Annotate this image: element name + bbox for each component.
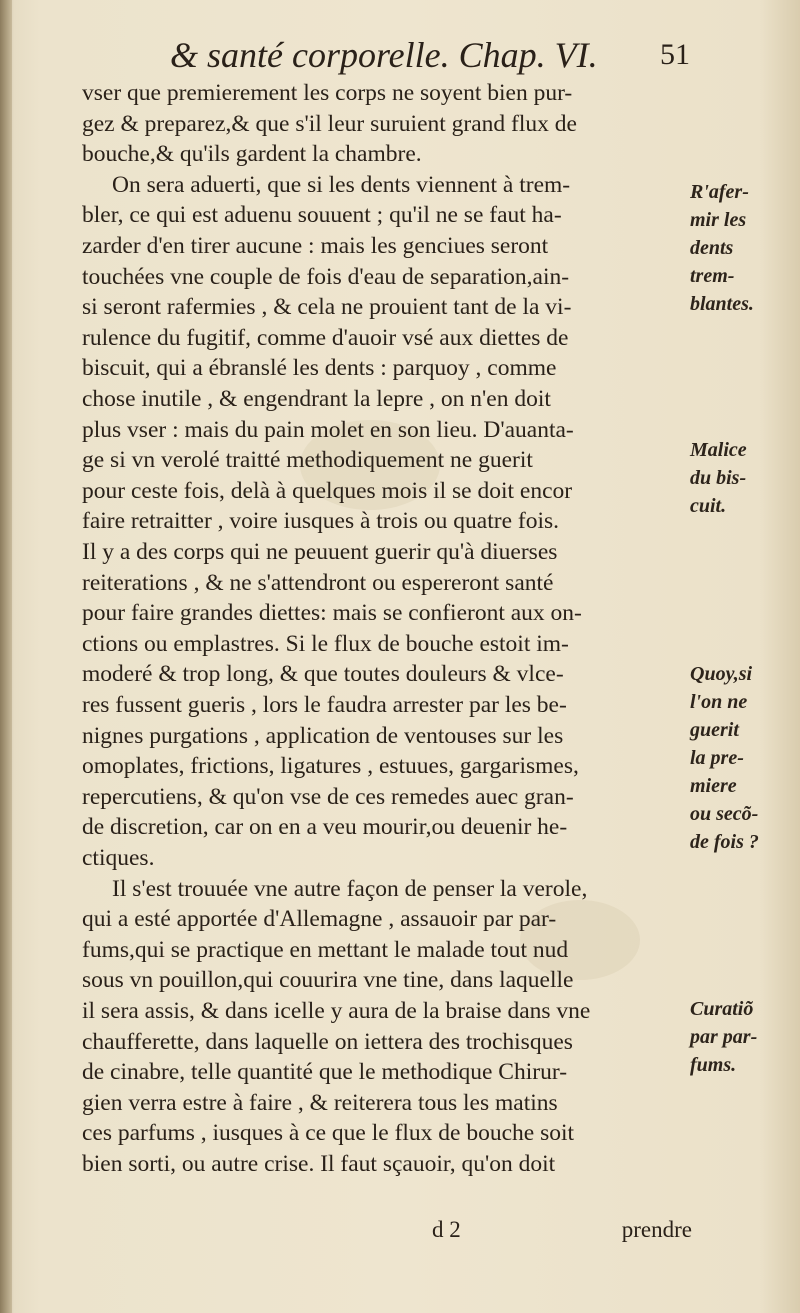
margin-note-line: mir les bbox=[690, 209, 747, 231]
text-line: vser que premierement les corps ne soyent bien pur- bbox=[82, 80, 573, 106]
margin-note-line: R'afer- bbox=[690, 181, 749, 203]
margin-note-line: Quoy,si bbox=[690, 663, 753, 685]
text-line: faire retraitter , voire iusques à trois ou quatre fois. bbox=[82, 508, 560, 535]
text-line: ces parfums , iusques à ce que le flux de bouche soit bbox=[82, 1120, 575, 1147]
catchword: prendre bbox=[621, 1217, 692, 1242]
margin-note-line: par par- bbox=[690, 1026, 758, 1048]
margin-note-line: la pre- bbox=[690, 747, 744, 769]
text-line: chaufferette, dans laquelle on iettera des trochisques bbox=[82, 1028, 573, 1055]
margin-note bbox=[690, 995, 795, 1079]
margin-note-line: du bis- bbox=[690, 467, 747, 489]
text-line: pour ceste fois, delà à quelques mois il se doit encor bbox=[82, 477, 573, 504]
text-line: gez & preparez,& que s'il leur suruient grand flux de bbox=[82, 110, 577, 137]
text-line: de cinabre, telle quantité que le methodique Chirur- bbox=[82, 1059, 568, 1086]
text-line: On sera aduerti, que si les dents viennent à trem- bbox=[112, 171, 571, 198]
text-line: nignes purgations , application de ventouses sur les bbox=[82, 722, 564, 749]
text-line: pour faire grandes diettes: mais se confieront aux on- bbox=[82, 600, 582, 627]
margin-note-line: Curatiõ bbox=[690, 998, 754, 1020]
margin-note bbox=[690, 178, 795, 318]
text-line: omoplates, frictions, ligatures , estuues, gargarismes, bbox=[82, 753, 579, 780]
margin-note bbox=[690, 436, 795, 520]
margin-note-line: guerit bbox=[690, 719, 739, 741]
margin-note-line: Malice bbox=[690, 439, 747, 461]
text-line: bler, ce qui est aduenu souuent ; qu'il ne se faut ha- bbox=[82, 202, 562, 229]
running-header bbox=[170, 30, 690, 80]
text-line: plus vser : mais du pain molet en son lieu. D'auanta- bbox=[82, 416, 574, 443]
margin-note-line: ou secõ- bbox=[690, 803, 759, 825]
text-line: si seront rafermies , & cela ne prouient tant de la vi- bbox=[82, 294, 572, 321]
text-line: bien sorti, ou autre crise. Il faut sçauoir, qu'on doit bbox=[82, 1151, 556, 1177]
text-line: bouche,& qu'ils gardent la chambre. bbox=[82, 141, 422, 168]
margin-note-line: trem- bbox=[690, 265, 735, 287]
page-number: 51 bbox=[660, 38, 690, 71]
text-line: zarder d'en tirer aucune : mais les genciues seront bbox=[82, 233, 549, 259]
text-line: il sera assis, & dans icelle y aura de la braise dans vne bbox=[82, 998, 591, 1024]
margin-note-line: de fois ? bbox=[690, 831, 759, 853]
margin-note-line: miere bbox=[690, 775, 737, 797]
margin-note-line: fums. bbox=[690, 1054, 737, 1076]
signature-mark: d 2 bbox=[432, 1217, 461, 1242]
text-line: Il y a des corps qui ne peuuent guerir qu'à diuerses bbox=[82, 539, 558, 565]
margin-note-line: blantes. bbox=[690, 293, 754, 315]
text-line: sous vn pouillon,qui couurira vne tine, dans laquelle bbox=[82, 967, 574, 994]
text-line: res fussent gueris , lors le faudra arrester par les be- bbox=[82, 692, 567, 718]
page-binding-edge bbox=[0, 0, 12, 1313]
page-footer bbox=[82, 1215, 692, 1245]
text-line: fums,qui se practique en mettant le malade tout nud bbox=[82, 936, 569, 963]
text-line: repercutiens, & qu'on vse de ces remedes auec gran- bbox=[82, 783, 574, 810]
margin-note bbox=[690, 660, 795, 856]
running-title: & santé corporelle. Chap. VI. bbox=[170, 35, 598, 75]
text-line: ctiques. bbox=[82, 845, 155, 871]
text-line: ctions ou emplastres. Si le flux de bouche estoit im- bbox=[82, 630, 569, 657]
text-line: Il s'est trouuée vne autre façon de penser la verole, bbox=[112, 875, 588, 902]
margin-note-line: cuit. bbox=[690, 495, 727, 517]
text-line: ge si vn verolé traitté methodiquement ne guerit bbox=[82, 447, 533, 474]
text-line: gien verra estre à faire , & reiterera tous les matins bbox=[82, 1089, 558, 1116]
text-line: qui a esté apportée d'Allemagne , assauoir par par- bbox=[82, 906, 557, 933]
text-line: reiterations , & ne s'attendront ou espereront santé bbox=[82, 569, 554, 596]
margin-note-line: dents bbox=[690, 237, 734, 259]
text-line: chose inutile , & engendrant la lepre , on n'en doit bbox=[82, 386, 551, 412]
text-line: moderé & trop long, & que toutes douleurs & vlce- bbox=[82, 661, 564, 688]
text-line: biscuit, qui a ébranslé les dents : parquoy , comme bbox=[82, 355, 557, 382]
text-line: rulence du fugitif, comme d'auoir vsé aux diettes de bbox=[82, 324, 569, 351]
margin-note-line: l'on ne bbox=[690, 691, 748, 713]
text-line: touchées vne couple de fois d'eau de separation,ain- bbox=[82, 263, 570, 290]
text-line: de discretion, car on en a veu mourir,ou deuenir he- bbox=[82, 814, 568, 841]
